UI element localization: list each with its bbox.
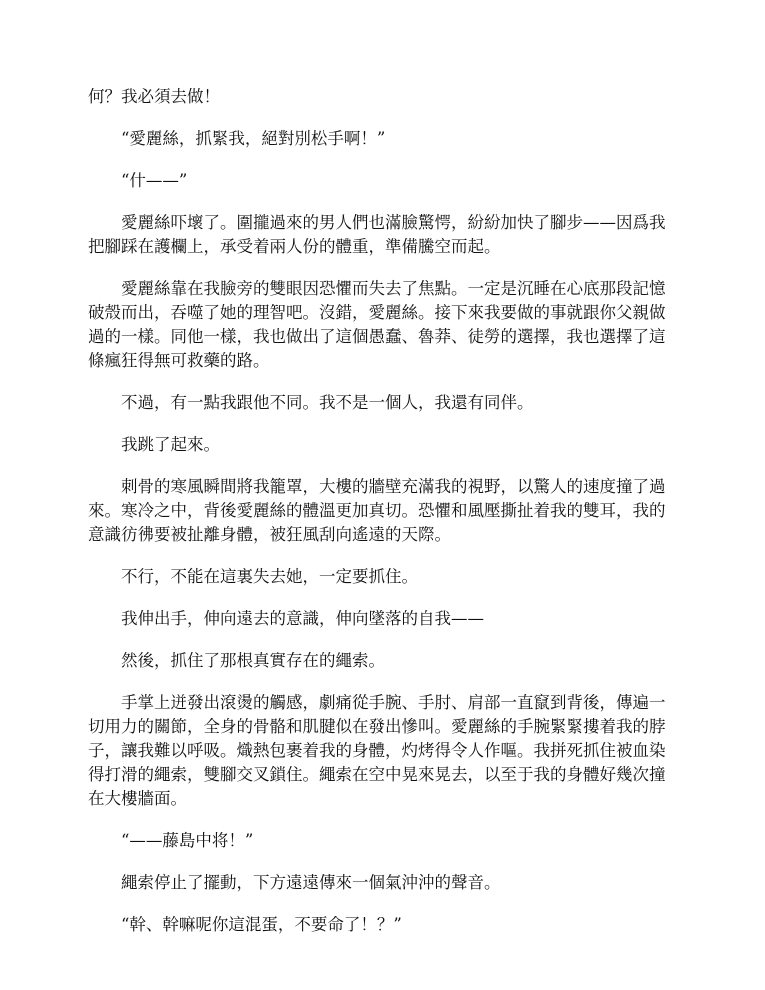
paragraph-5: 愛麗絲靠在我臉旁的雙眼因恐懼而失去了焦點。一定是沉睡在心底那段記憶破殼而出，吞噬了她的理智吧。沒錯，愛麗絲。接下來我要做的事就跟你父親做過的一樣。同他一樣，我也做出了這個愚蠢、魯莽、徒勞的選擇，我也選擇了這條瘋狂得無可救藥的路。 [88,279,666,370]
paragraph-14: 繩索停止了擺動，下方遠遠傳來一個氣沖沖的聲音。 [121,873,501,892]
paragraph-12: 手掌上迸發出滾燙的觸感，劇痛從手腕、手肘、肩部一直竄到背後，傳遍一切用力的關節，全身的骨骼和肌腱似在發出慘叫。愛麗絲的手腕緊緊摟着我的脖子，讓我難以呼吸。熾熱包裹着我的身體，灼烤得令人作嘔。我拼死抓住被血染得打滑的繩索，雙腳交叉鎖住。繩索在空中晃來晃去，以至于我的身體好幾次撞在大樓牆面。 [88,693,666,808]
document-page [88,85,678,955]
paragraph-13: “——藤島中将！” [121,831,254,850]
paragraph-10: 我伸出手，伸向遠去的意識，伸向墜落的自我—— [121,609,484,628]
paragraph-4: 愛麗絲吓壞了。圍攏過來的男人們也滿臉驚愕，紛紛加快了腳步——因爲我把腳踩在護欄上，承受着兩人份的體重，準備騰空而起。 [88,213,666,256]
paragraph-8: 刺骨的寒風瞬間將我籠罩，大樓的牆壁充滿我的視野，以驚人的速度撞了過來。寒冷之中，背後愛麗絲的體溫更加真切。恐懼和風壓撕扯着我的雙耳，我的意識彷彿要被扯離身體，被狂風刮向遙遠的天際。 [88,477,666,544]
paragraph-11: 然後，抓住了那根真實存在的繩索。 [121,651,385,670]
paragraph-6: 不過，有一點我跟他不同。我不是一個人，我還有同伴。 [121,393,534,412]
paragraph-15: “幹、幹嘛呢你這混蛋，不要命了！？” [121,915,402,934]
paragraph-2: “愛麗絲，抓緊我，絕對別松手啊！” [121,129,386,148]
paragraph-1: 何？我必須去做！ [88,87,220,106]
paragraph-9: 不行，不能在這裏失去她，一定要抓住。 [121,567,418,586]
paragraph-7: 我跳了起來。 [121,435,220,454]
paragraph-3: “什——” [121,171,188,190]
